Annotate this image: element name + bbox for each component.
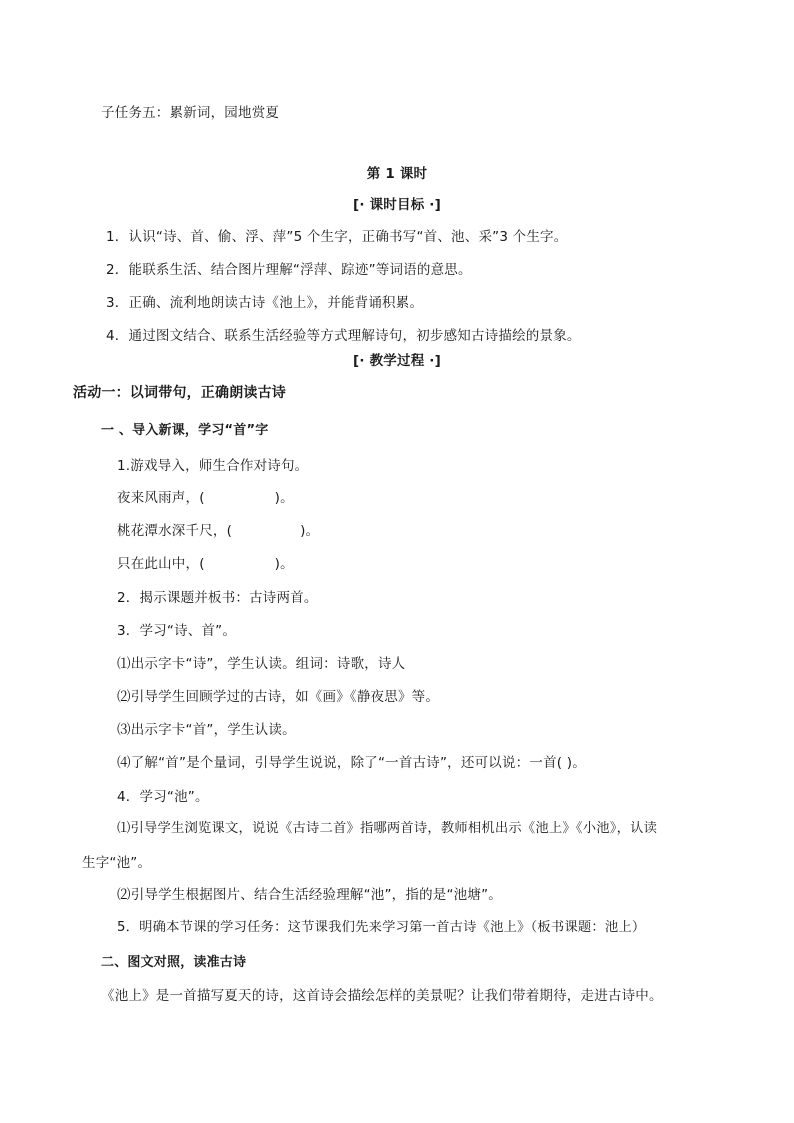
goal-item-2: 2．能联系生活、结合图片理解“浮萍、踪迹”等词语的意思。 xyxy=(106,262,472,278)
lesson-title: 第 1 课时 xyxy=(366,166,428,182)
step-5: 5．明确本节课的学习任务：这节课我们先来学习第一首古诗《池上》（板书课题：池上） xyxy=(117,920,646,935)
step-1: 1.游戏导入，师生合作对诗句。 xyxy=(117,458,309,474)
goals-heading: [· 课时目标 ·] xyxy=(353,197,441,213)
step-3-sub-2: ⑵引导学生回顾学过的古诗，如《画》《静夜思》等。 xyxy=(117,689,440,705)
poem-line-2: 桃花潭水深千尺，( )。 xyxy=(117,523,320,539)
goal-item-1: 1．认识“诗、首、偷、浮、萍”5 个生字，正确书写“首、池、采”3 个生字。 xyxy=(106,229,568,245)
process-heading: [· 教学过程 ·] xyxy=(353,353,441,369)
subtask-five: 子任务五：累新词，园地赏夏 xyxy=(101,105,280,121)
step-4: 4．学习“池”。 xyxy=(117,789,209,805)
goal-item-3: 3．正确、流利地朗读古诗《池上》，并能背诵积累。 xyxy=(106,295,424,311)
poem-line-3: 只在此山中，( )。 xyxy=(117,556,294,572)
goal-item-4: 4．通过图文结合、联系生活经验等方式理解诗句，初步感知古诗描绘的景象。 xyxy=(106,328,581,344)
activity-one-heading: 活动一：以词带句，正确朗读古诗 xyxy=(73,385,286,401)
section-one-heading: 一 、导入新课，学习“首”字 xyxy=(101,423,269,438)
step-3-sub-4: ⑷了解“首”是个量词，引导学生说说，除了“一首古诗”，还可以说：一首( )。 xyxy=(117,755,586,771)
step-3-sub-3: ⑶出示字卡“首”，学生认读。 xyxy=(117,722,296,738)
poem-line-1: 夜来风雨声，( )。 xyxy=(117,490,294,506)
step-4-sub-1: ⑴引导学生浏览课文，说说《古诗二首》指哪两首诗，教师相机出示《池上》《小池》，认读 xyxy=(117,821,658,836)
step-3-sub-1: ⑴出示字卡“诗”，学生认读。组词：诗歌，诗人 xyxy=(117,656,406,672)
section-two-heading: 二、图文对照，读准古诗 xyxy=(101,955,247,970)
step-4-sub-2: ⑵引导学生根据图片、结合生活经验理解“池”，指的是“池塘”。 xyxy=(117,887,502,903)
step-4-sub-1-continued: 生字“池”。 xyxy=(82,855,152,871)
step-3: 3．学习“诗、首”。 xyxy=(117,623,237,639)
section-two-intro: 《池上》是一首描写夏天的诗，这首诗会描绘怎样的美景呢？让我们带着期待，走进古诗中。 xyxy=(101,988,663,1004)
step-2: 2．揭示课题并板书：古诗两首。 xyxy=(117,590,318,606)
